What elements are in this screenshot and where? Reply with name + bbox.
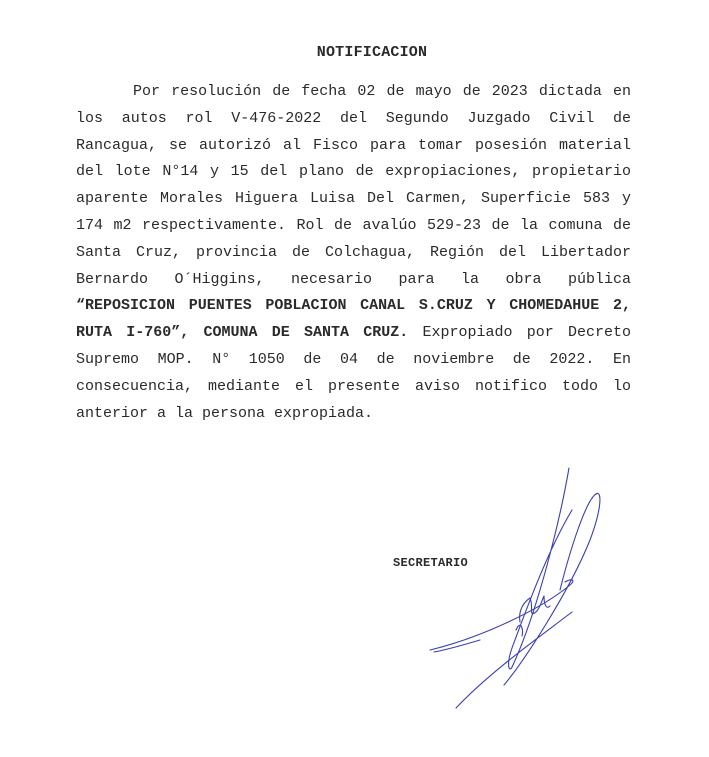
project-name-bold: “REPOSICION PUENTES POBLACION CANAL S.CRUZ Y CHOMEDAHUE 2, RUTA I-760”, COMUNA DE SANTA CRUZ. (76, 297, 631, 342)
handwritten-signature (420, 460, 680, 720)
document-title: NOTIFICACION (316, 44, 428, 61)
notification-paragraph (76, 79, 631, 427)
paragraph-text-part1: Por resolución de fecha 02 de mayo de 2023 dictada en los autos rol V-476-2022 del Segundo Juzgado Civil de Rancagua, se autorizó al Fisco para tomar posesión material del lote N°14 y 15 del plano de expropiaciones, propietario aparente Morales Higuera Luisa Del Carmen, Superficie 583 y 174 m2 respectivamente. Rol de avalúo 529-23 de la comuna de Santa Cruz, provincia de Colchagua, Región del Libertador Bernardo O´Higgins, necesario para la obra pública (76, 83, 631, 288)
paragraph-text-part2: Expropiado por Decreto Supremo MOP. N° 1050 de 04 de noviembre de 2022. En consecuencia, mediante el presente aviso notifico todo lo anterior a la persona expropiada. (76, 324, 631, 422)
signature-label: SECRETARIO (393, 556, 469, 570)
